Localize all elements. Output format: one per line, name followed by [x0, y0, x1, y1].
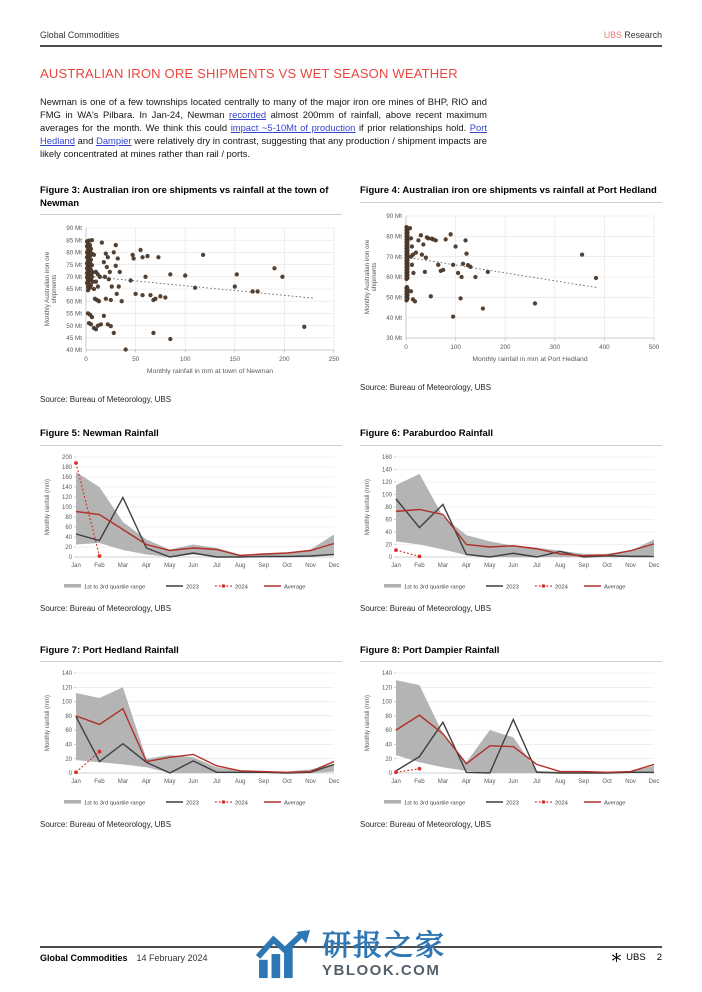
- svg-text:0: 0: [84, 356, 88, 364]
- header-brand-ubs: UBS: [603, 30, 622, 40]
- page-number: 2: [656, 952, 662, 963]
- svg-text:1st to 3rd quartile range: 1st to 3rd quartile range: [84, 583, 146, 590]
- svg-text:Jun: Jun: [508, 779, 519, 786]
- svg-text:2023: 2023: [506, 800, 519, 807]
- svg-text:Monthly rainfall (mm): Monthly rainfall (mm): [365, 478, 371, 535]
- svg-text:Sep: Sep: [258, 562, 269, 569]
- svg-text:100: 100: [61, 504, 72, 511]
- svg-text:Average: Average: [284, 800, 306, 807]
- svg-text:Nov: Nov: [625, 562, 636, 569]
- svg-text:40: 40: [385, 742, 392, 749]
- figure-6-source: Source: Bureau of Meteorology, UBS: [360, 603, 492, 613]
- svg-text:120: 120: [381, 479, 392, 486]
- svg-text:Monthly rainfall in mm at town: Monthly rainfall in mm at town of Newman: [146, 368, 274, 376]
- svg-text:Sep: Sep: [578, 562, 589, 569]
- svg-text:Monthly Australian iron oreshi: Monthly Australian iron oreshipments: [44, 251, 58, 327]
- svg-text:May: May: [484, 562, 496, 569]
- svg-text:90 Mt: 90 Mt: [66, 225, 82, 233]
- svg-text:Mar: Mar: [117, 562, 129, 569]
- figure-6: [360, 428, 662, 613]
- figure-8-chart: [360, 667, 662, 815]
- svg-text:0: 0: [388, 771, 392, 778]
- svg-text:90 Mt: 90 Mt: [386, 212, 402, 220]
- intro-paragraph: Newman is one of a few townships located centrally to many of the major iron ore mines of BHP, RIO and FMG in WA's Pilbara. In Jan-24, Newman recorded almost 200mm of rainfall, above recent maximum averages for the month. We think this could impact ~5-10Mt of production if prior relationships hold. Port Hedland and Dampier were relatively dry in contrast, suggesting that any production / shipment impacts are likely concentrated at mines rather than rail / ports.: [40, 96, 487, 159]
- figure-5-chart: [40, 451, 342, 599]
- svg-text:Average: Average: [604, 583, 626, 590]
- svg-text:60 Mt: 60 Mt: [66, 298, 82, 306]
- svg-text:Aug: Aug: [554, 562, 566, 569]
- svg-text:1st to 3rd quartile range: 1st to 3rd quartile range: [84, 800, 146, 807]
- svg-text:200: 200: [499, 343, 511, 351]
- svg-text:Monthly rainfall (mm): Monthly rainfall (mm): [365, 695, 371, 752]
- figure-3-source: Source: Bureau of Meteorology, UBS: [40, 395, 172, 405]
- svg-text:100: 100: [179, 356, 191, 364]
- svg-text:250: 250: [328, 356, 340, 364]
- svg-text:Monthly Australian iron oreshi: Monthly Australian iron oreshipments: [364, 239, 378, 314]
- figure-5-source: Source: Bureau of Meteorology, UBS: [40, 603, 172, 613]
- header-brand-research: Research: [621, 30, 662, 40]
- figure-row-3: [40, 645, 662, 830]
- svg-text:Apr: Apr: [461, 779, 472, 786]
- svg-text:20: 20: [65, 756, 72, 763]
- svg-text:Oct: Oct: [282, 562, 292, 569]
- svg-text:Jan: Jan: [71, 562, 81, 569]
- footer-brand: UBS: [626, 952, 646, 963]
- svg-text:70 Mt: 70 Mt: [66, 274, 82, 282]
- svg-text:Feb: Feb: [94, 779, 105, 786]
- svg-text:160: 160: [61, 474, 72, 481]
- figure-8-title: Figure 8: Port Dampier Rainfall: [360, 645, 662, 663]
- svg-text:55 Mt: 55 Mt: [66, 310, 82, 318]
- svg-text:60: 60: [385, 728, 392, 735]
- svg-text:200: 200: [279, 356, 290, 364]
- svg-text:80: 80: [65, 514, 72, 521]
- svg-text:200: 200: [61, 454, 72, 461]
- svg-text:140: 140: [61, 671, 72, 678]
- svg-text:May: May: [484, 779, 496, 786]
- intro-link[interactable]: recorded: [229, 108, 267, 120]
- svg-text:Average: Average: [284, 583, 306, 590]
- page-title: AUSTRALIAN IRON ORE SHIPMENTS VS WET SEASON WEATHER: [40, 66, 458, 81]
- svg-text:0: 0: [388, 554, 392, 561]
- svg-text:Feb: Feb: [414, 562, 425, 569]
- svg-text:Dec: Dec: [328, 779, 340, 786]
- svg-text:20: 20: [385, 756, 392, 763]
- svg-text:Jul: Jul: [532, 779, 541, 786]
- svg-text:85 Mt: 85 Mt: [66, 237, 82, 245]
- svg-text:Jul: Jul: [212, 562, 221, 569]
- svg-text:Jul: Jul: [212, 779, 221, 786]
- svg-text:400: 400: [599, 343, 610, 351]
- svg-text:80: 80: [385, 714, 392, 721]
- footer-divider: [40, 946, 662, 948]
- svg-text:80 Mt: 80 Mt: [386, 233, 402, 241]
- svg-text:40 Mt: 40 Mt: [386, 314, 402, 322]
- svg-text:Apr: Apr: [141, 779, 152, 786]
- svg-text:40: 40: [65, 534, 72, 541]
- svg-text:Jan: Jan: [71, 779, 81, 786]
- figure-6-chart: [360, 451, 662, 599]
- svg-text:60: 60: [385, 517, 392, 524]
- footer-date: 14 February 2024: [136, 952, 208, 963]
- svg-text:Jan: Jan: [391, 562, 401, 569]
- svg-text:50: 50: [132, 356, 140, 364]
- svg-text:Apr: Apr: [141, 562, 152, 569]
- svg-text:Nov: Nov: [305, 562, 316, 569]
- svg-text:120: 120: [61, 494, 72, 501]
- svg-text:Mar: Mar: [437, 562, 449, 569]
- figure-row-1: [40, 185, 662, 404]
- svg-text:2024: 2024: [555, 583, 568, 590]
- svg-text:Feb: Feb: [94, 562, 105, 569]
- figure-3: [40, 185, 342, 404]
- svg-text:2024: 2024: [555, 800, 568, 807]
- svg-text:100: 100: [450, 343, 461, 351]
- svg-text:Monthly rainfall in mm at Port: Monthly rainfall in mm at Port Hedland: [472, 355, 588, 363]
- intro-link[interactable]: Port Hedland: [40, 121, 487, 146]
- svg-text:0: 0: [68, 771, 72, 778]
- svg-text:45 Mt: 45 Mt: [66, 335, 82, 343]
- header-section-label: Global Commodities: [40, 30, 120, 40]
- svg-text:Aug: Aug: [554, 779, 566, 786]
- svg-text:100: 100: [61, 699, 72, 706]
- svg-text:75 Mt: 75 Mt: [66, 261, 82, 269]
- watermark-cn: 研报之家: [321, 930, 446, 963]
- svg-text:Nov: Nov: [305, 779, 316, 786]
- svg-text:80: 80: [65, 714, 72, 721]
- footer-left: [40, 953, 208, 963]
- svg-text:100: 100: [381, 699, 392, 706]
- svg-text:1st to 3rd quartile range: 1st to 3rd quartile range: [404, 800, 466, 807]
- svg-text:May: May: [164, 779, 176, 786]
- svg-text:2023: 2023: [506, 583, 519, 590]
- svg-text:0: 0: [68, 554, 72, 561]
- svg-text:Mar: Mar: [437, 779, 449, 786]
- svg-text:160: 160: [381, 454, 392, 461]
- svg-text:140: 140: [381, 671, 392, 678]
- figure-7-source: Source: Bureau of Meteorology, UBS: [40, 820, 172, 830]
- svg-text:120: 120: [61, 685, 72, 692]
- figure-row-2: [40, 428, 662, 613]
- svg-text:60: 60: [65, 728, 72, 735]
- svg-text:300: 300: [549, 343, 561, 351]
- svg-text:Oct: Oct: [602, 779, 612, 786]
- intro-link[interactable]: Dampier: [96, 134, 132, 146]
- figure-4-title: Figure 4: Australian iron ore shipments vs rainfall at Port Hedland: [360, 185, 662, 203]
- figure-4-chart: [360, 208, 662, 378]
- svg-text:Aug: Aug: [234, 779, 246, 786]
- svg-text:2023: 2023: [186, 800, 199, 807]
- figure-4-source: Source: Bureau of Meteorology, UBS: [360, 382, 492, 392]
- svg-text:Jun: Jun: [188, 562, 199, 569]
- figure-5-title: Figure 5: Newman Rainfall: [40, 428, 342, 446]
- svg-text:Feb: Feb: [414, 779, 425, 786]
- svg-text:Monthly rainfall (mm): Monthly rainfall (mm): [45, 695, 51, 752]
- page-header: [40, 30, 662, 47]
- svg-text:140: 140: [381, 467, 392, 474]
- svg-text:140: 140: [61, 484, 72, 491]
- svg-text:50 Mt: 50 Mt: [66, 322, 82, 330]
- svg-text:50 Mt: 50 Mt: [386, 294, 402, 302]
- svg-text:20: 20: [65, 544, 72, 551]
- footer-section-label: Global Commodities: [40, 952, 128, 963]
- figure-4: [360, 185, 662, 404]
- svg-text:Oct: Oct: [602, 562, 612, 569]
- svg-text:Average: Average: [604, 800, 626, 807]
- figure-7-title: Figure 7: Port Hedland Rainfall: [40, 645, 342, 663]
- svg-text:2024: 2024: [235, 800, 248, 807]
- svg-text:Monthly rainfall (mm): Monthly rainfall (mm): [45, 478, 51, 535]
- svg-text:120: 120: [381, 685, 392, 692]
- svg-text:40: 40: [65, 742, 72, 749]
- watermark-en: YBLOOK.COM: [321, 961, 441, 979]
- svg-text:40: 40: [385, 529, 392, 536]
- figures-grid: [40, 185, 662, 829]
- svg-text:0: 0: [404, 343, 408, 351]
- figure-7-chart: [40, 667, 342, 815]
- svg-text:60 Mt: 60 Mt: [386, 273, 402, 281]
- svg-text:40 Mt: 40 Mt: [66, 347, 82, 355]
- svg-text:65 Mt: 65 Mt: [66, 286, 82, 294]
- svg-text:180: 180: [61, 464, 72, 471]
- svg-text:Oct: Oct: [282, 779, 292, 786]
- svg-text:60: 60: [65, 524, 72, 531]
- svg-text:100: 100: [381, 492, 392, 499]
- svg-text:Dec: Dec: [648, 779, 660, 786]
- svg-text:Dec: Dec: [328, 562, 340, 569]
- svg-text:150: 150: [229, 356, 241, 364]
- svg-text:80: 80: [385, 504, 392, 511]
- svg-text:Sep: Sep: [578, 779, 589, 786]
- svg-text:Mar: Mar: [117, 779, 129, 786]
- figure-5: [40, 428, 342, 613]
- figure-3-title: Figure 3: Australian iron ore shipments vs rainfall at the town of Newman: [40, 185, 342, 215]
- svg-text:2023: 2023: [186, 583, 199, 590]
- footer-right: [611, 952, 662, 963]
- svg-text:1st to 3rd quartile range: 1st to 3rd quartile range: [404, 583, 466, 590]
- figure-8: [360, 645, 662, 830]
- svg-text:20: 20: [385, 542, 392, 549]
- svg-text:Nov: Nov: [625, 779, 636, 786]
- figure-7: [40, 645, 342, 830]
- svg-text:500: 500: [648, 343, 660, 351]
- svg-text:70 Mt: 70 Mt: [386, 253, 402, 261]
- intro-link[interactable]: impact ~5-10Mt of production: [230, 121, 356, 133]
- header-brand: [604, 30, 662, 40]
- svg-text:Dec: Dec: [648, 562, 660, 569]
- figure-3-chart: [40, 220, 342, 390]
- svg-text:Sep: Sep: [258, 779, 269, 786]
- svg-text:Jun: Jun: [508, 562, 519, 569]
- page-footer: [40, 952, 662, 963]
- figure-8-source: Source: Bureau of Meteorology, UBS: [360, 820, 492, 830]
- svg-text:80 Mt: 80 Mt: [66, 249, 82, 257]
- svg-text:2024: 2024: [235, 583, 248, 590]
- svg-text:30 Mt: 30 Mt: [386, 334, 402, 342]
- svg-text:Jan: Jan: [391, 779, 401, 786]
- figure-6-title: Figure 6: Paraburdoo Rainfall: [360, 428, 662, 446]
- svg-text:Jun: Jun: [188, 779, 199, 786]
- svg-text:Jul: Jul: [532, 562, 541, 569]
- svg-text:Apr: Apr: [461, 562, 472, 569]
- svg-text:Aug: Aug: [234, 562, 246, 569]
- svg-text:May: May: [164, 562, 176, 569]
- ubs-keys-icon: [611, 952, 622, 963]
